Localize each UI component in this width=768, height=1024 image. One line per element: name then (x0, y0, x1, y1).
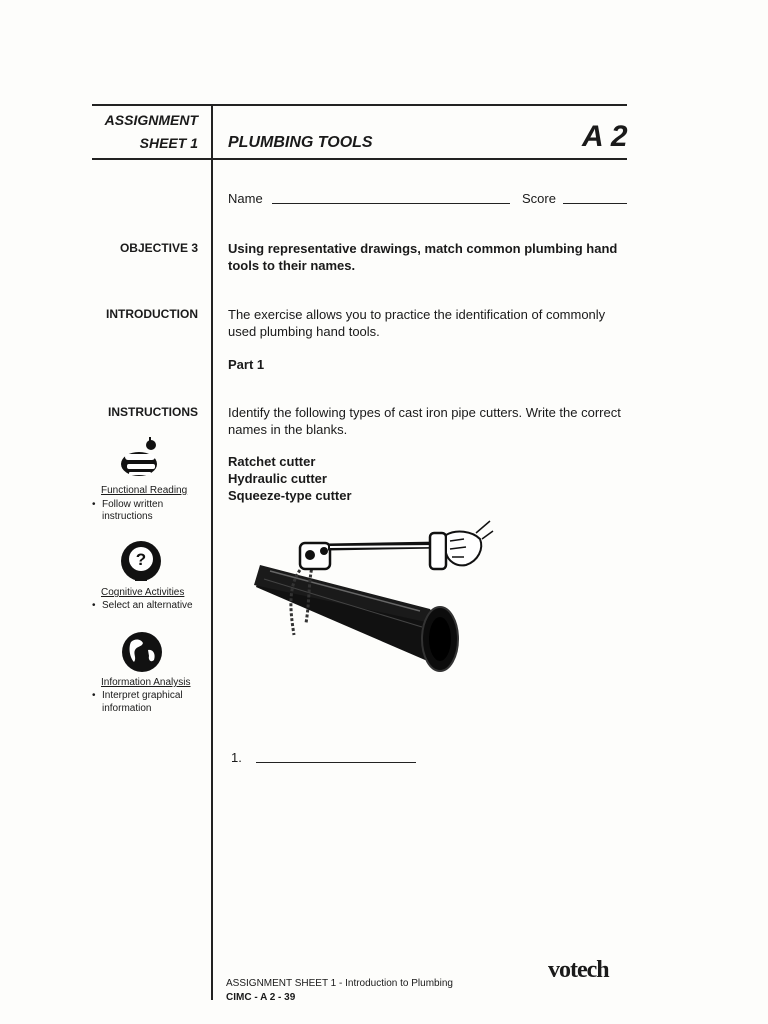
skill-item-information-analysis-2: information (102, 703, 152, 714)
question-icon (120, 540, 162, 584)
skill-item-functional-reading-2: instructions (102, 511, 153, 522)
column-divider (211, 104, 213, 1000)
skill-title-cognitive-activities: Cognitive Activities (101, 587, 185, 598)
objective-label: OBJECTIVE 3 (119, 241, 198, 255)
instructions-text: Identify the following types of cast iron pipe cutters. Write the correct names in the blanks. (228, 405, 621, 437)
name-field[interactable] (272, 191, 510, 204)
globe-icon (121, 630, 163, 674)
choice-ratchet: Ratchet cutter (228, 454, 316, 469)
skill-title-functional-reading: Functional Reading (101, 485, 188, 496)
svg-text:?: ? (135, 550, 147, 569)
score-label: Score (522, 191, 556, 206)
part-label: Part 1 (228, 357, 265, 372)
instructions-label: INSTRUCTIONS (108, 405, 198, 419)
skill-bullet: • (92, 600, 96, 611)
skill-item-information-analysis: Interpret graphical (102, 690, 183, 701)
skill-bullet: • (92, 690, 96, 701)
choice-hydraulic: Hydraulic cutter (228, 471, 327, 486)
unit-code: A 2 (582, 120, 628, 153)
reading-icon (113, 434, 169, 484)
choice-squeeze: Squeeze-type cutter (228, 488, 352, 503)
footer-title: ASSIGNMENT SHEET 1 - Introduction to Plumbing (226, 978, 453, 989)
objective-text: Using representative drawings, match common plumbing hand tools to their names. (228, 241, 618, 273)
skill-bullet: • (92, 499, 96, 510)
skill-item-functional-reading: Follow written (102, 499, 164, 510)
name-label: Name (228, 191, 263, 206)
page-title: PLUMBING TOOLS (228, 134, 373, 151)
header-top-rule (92, 104, 627, 106)
header-bottom-rule (92, 158, 627, 160)
introduction-text: The exercise allows you to practice the identification of commonly used plumbing hand tools. (228, 307, 606, 339)
skill-item-cognitive-activities: Select an alternative (102, 600, 193, 611)
answer-number: 1. (231, 750, 242, 765)
score-field[interactable] (563, 191, 627, 204)
assignment-label: ASSIGNMENT (104, 112, 198, 128)
votech-logo: votech (548, 957, 609, 983)
introduction-label: INTRODUCTION (106, 307, 198, 321)
skill-title-information-analysis: Information Analysis (101, 677, 191, 688)
sheet-label: SHEET 1 (139, 135, 198, 151)
answer-blank-1[interactable] (256, 749, 416, 763)
footer-code: CIMC - A 2 - 39 (226, 992, 296, 1003)
ratchet-pipe-cutter-drawing (250, 505, 495, 675)
